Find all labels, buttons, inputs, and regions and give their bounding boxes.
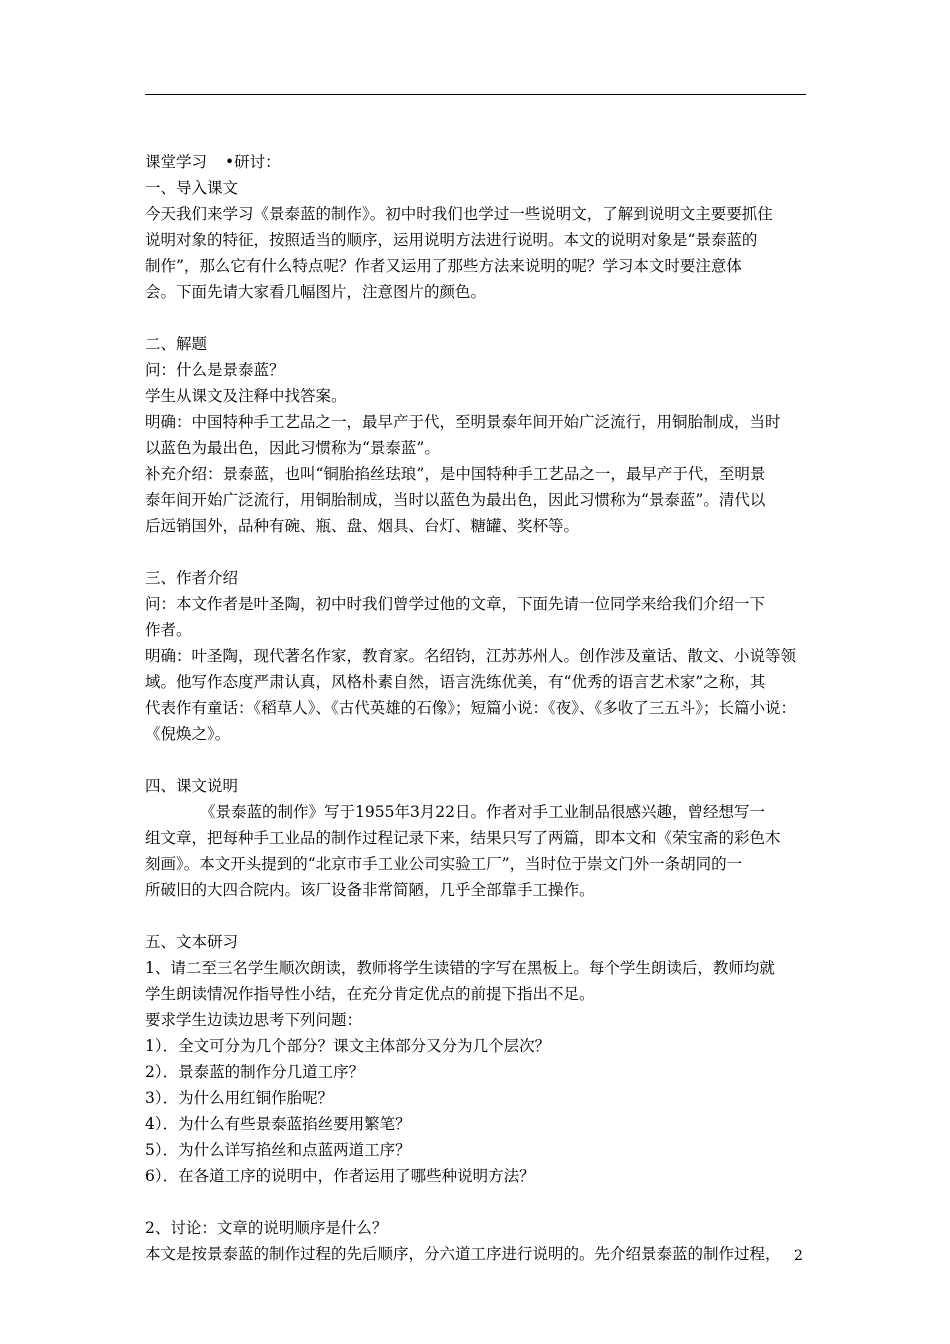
question-item: 2）．景泰蓝的制作分几道工序？ (145, 1063, 365, 1081)
paragraph-line: 域。他写作态度严肃认真，风格朴素自然，语言洗练优美，有“优秀的语言艺术家”之称，其 (145, 673, 766, 691)
lesson-heading (145, 149, 809, 175)
section-title: 一、导入课文 (145, 179, 239, 197)
header-rule (145, 94, 806, 95)
section-title: 四、课文说明 (145, 777, 239, 795)
section-title: 二、解题 (145, 335, 208, 353)
paragraph-line: 明确：中国特种手工艺品之一，最早产于代，至明景泰年间开始广泛流行，用铜胎制成，当时 (145, 413, 781, 431)
question-item: 1）．全文可分为几个部分？课文主体部分又分为几个层次？ (145, 1037, 551, 1055)
paragraph-line: 学生朗读情况作指导性小结，在充分肯定优点的前提下指出不足。 (145, 985, 595, 1003)
paragraph-line: 本文是按景泰蓝的制作过程的先后顺序，分六道工序进行说明的。先介绍景泰蓝的制作过程， (145, 1245, 781, 1263)
document-body (145, 149, 809, 1267)
paragraph-line: 问：什么是景泰蓝？ (145, 361, 285, 379)
section-title: 五、文本研习 (145, 933, 239, 951)
heading-left: 课堂学习 (145, 153, 208, 171)
paragraph-line: 学生从课文及注释中找答案。 (145, 387, 347, 405)
paragraph-line: 组文章，把每种手工业品的制作过程记录下来，结果只写了两篇，即本文和《荣宝斋的彩色木 (145, 829, 781, 847)
paragraph-line: 制作”，那么它有什么特点呢？作者又运用了那些方法来说明的呢？学习本文时要注意体 (145, 257, 742, 275)
page-number: 2 (794, 1248, 803, 1264)
paragraph-line: 2、讨论：文章的说明顺序是什么？ (145, 1219, 388, 1237)
paragraph-line: 说明对象的特征，按照适当的顺序，运用说明方法进行说明。本文的说明对象是“景泰蓝的 (145, 231, 758, 249)
heading-right: •研讨： (225, 153, 281, 171)
paragraph-line: 刻画》。本文开头提到的“北京市手工业公司实验工厂”，当时位于崇文门外一条胡同的一 (145, 855, 743, 873)
question-item: 4）．为什么有些景泰蓝掐丝要用繁笔？ (145, 1115, 411, 1133)
paragraph-line: 《倪焕之》。 (145, 725, 231, 743)
paragraph-line: 以蓝色为最出色，因此习惯称为“景泰蓝”。 (145, 439, 440, 457)
section-title: 三、作者介绍 (145, 569, 239, 587)
paragraph-line: 1、请二至三名学生顺次朗读，教师将学生读错的字写在黑板上。每个学生朗读后，教师均就 (145, 959, 775, 977)
paragraph-line: 补充介绍：景泰蓝，也叫“铜胎掐丝珐琅”，是中国特种手工艺品之一，最早产于代，至明景 (145, 465, 766, 483)
question-item: 3）．为什么用红铜作胎呢？ (145, 1089, 334, 1107)
paragraph-line: 作者。 (145, 621, 192, 639)
paragraph-line: 后远销国外，品种有碗、瓶、盘、烟具、台灯、糖罐、奖杯等。 (145, 517, 580, 535)
paragraph-line: 会。下面先请大家看几幅图片，注意图片的颜色。 (145, 283, 487, 301)
paragraph-line: 所破旧的大四合院内。该厂设备非常简陋，几乎全部靠手工操作。 (145, 881, 595, 899)
paragraph-line: 泰年间开始广泛流行，用铜胎制成，当时以蓝色为最出色，因此习惯称为“景泰蓝”。清代以 (145, 491, 766, 509)
question-item: 5）．为什么详写掐丝和点蓝两道工序？ (145, 1141, 411, 1159)
question-item: 6）．在各道工序的说明中，作者运用了哪些种说明方法？ (145, 1167, 535, 1185)
paragraph-line: 今天我们来学习《景泰蓝的制作》。初中时我们也学过一些说明文，了解到说明文主要要抓住 (145, 205, 773, 223)
paragraph-line: 明确：叶圣陶，现代著名作家，教育家。名绍钧，江苏苏州人。创作涉及童话、散文、小说等领 (145, 647, 797, 665)
paragraph-line: 《景泰蓝的制作》写于1955年3月22日。作者对手工业制品很感兴趣，曾经想写一 (200, 803, 766, 821)
paragraph-line: 问：本文作者是叶圣陶，初中时我们曾学过他的文章，下面先请一位同学来给我们介绍一下 (145, 595, 766, 613)
paragraph-line: 要求学生边读边思考下列问题： (145, 1011, 363, 1029)
paragraph-line: 代表作有童话：《稻草人》、《古代英雄的石像》；短篇小说：《夜》、《多收了三五斗》；长篇小说： (145, 699, 797, 717)
